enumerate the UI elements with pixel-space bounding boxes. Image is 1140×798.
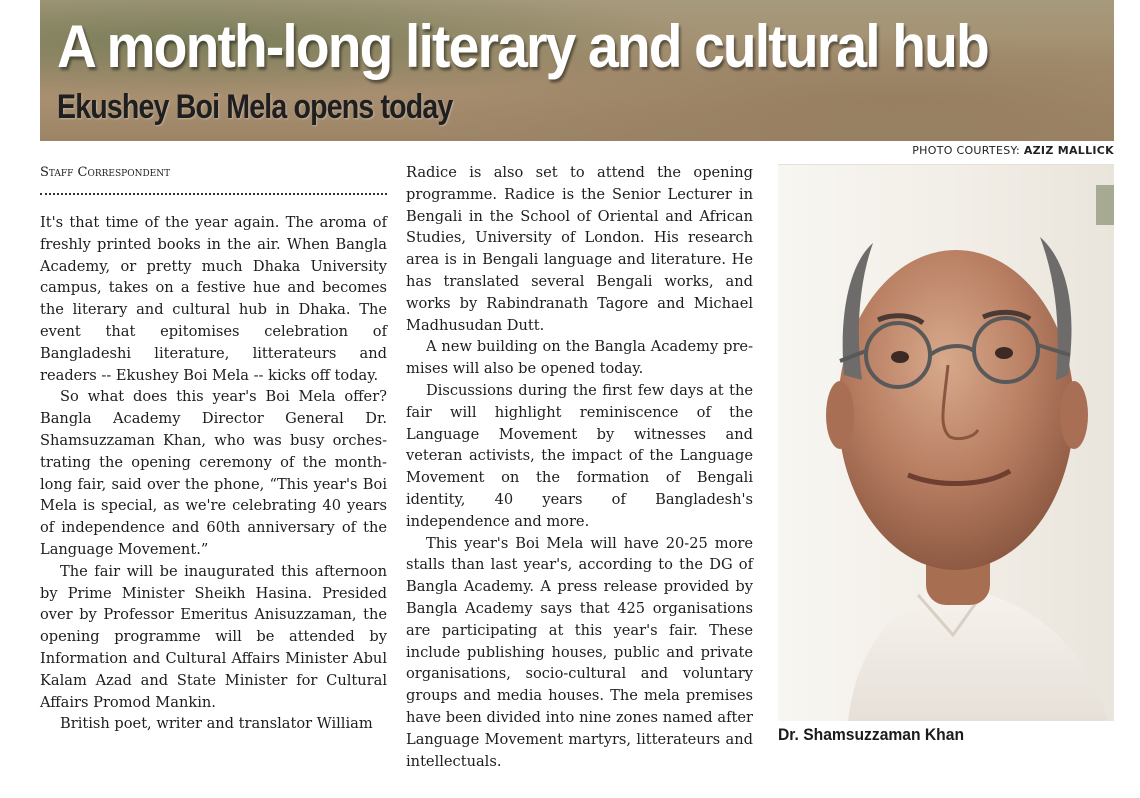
article-paragraph: Discussions during the first few days at the fair will highlight reminiscence of the Language Movement by witnesses and veteran activists, the impact of the Language Movement on the formation of Bengali identity, 40 years of Bangladesh's independence and more. [406,381,753,530]
photo-credit-label: PHOTO COURTESY: [912,144,1021,157]
article-column-1 [40,212,387,735]
article-paragraph: A new building on the Bangla Academy premises will also be opened today. [406,338,753,378]
portrait-photo [778,164,1114,721]
byline-divider [40,193,387,195]
article-paragraph: Radice is also set to attend the opening programme. Radice is the Senior Lecturer in Bengali in the School of Oriental and African Studies, University of London. His research area is in Bengali language and literature. He has translated several Bengali works, and works by Rabindranath Tagore and Michael Madhusudan Dutt. [406,164,753,334]
article-paragraph: The fair will be inaugurated this afternoon by Prime Minister Sheikh Hasina. Presided over by Professor Emeritus Anisuzzaman, the opening programme will be attended by Information and Cultural Affairs Minister Abul Kalam Azad and State Minister for Cultural Affairs Promod Mankin. [40,562,387,711]
photo-credit-name: AZIZ MALLICK [1023,144,1114,157]
byline: Staff Correspondent [40,165,171,180]
article-paragraph: British poet, writer and translator William [60,715,373,733]
subheadline: Ekushey Boi Mela opens today [57,88,453,126]
article-paragraph: So what does this year's Boi Mela offer? Bangla Academy Director General Dr. Shamsuzzaman Khan, who was busy orchestrating the opening ceremony of the month-long fair, said over the phone, “This year's Boi Mela is special, as we're celebrating 40 years of independence and 60th anniversary of the Language Movement.” [40,388,387,558]
headline-banner [40,0,1114,141]
article-paragraph: This year's Boi Mela will have 20-25 more stalls than last year's, according to the DG of Bangla Academy. A press release provided by Bangla Academy says that 425 organisations are participating at this year's fair. These include publishing houses, public and private organisations, socio-cultural and voluntary groups and media houses. The mela premises have been divided into nine zones named after Language Movement martyrs, litterateurs and intellectuals. [406,534,753,770]
photo-credit [912,144,1114,157]
portrait-illustration [778,165,1114,721]
article-paragraph: It's that time of the year again. The aroma of freshly printed books in the air. When Bangla Academy, or pretty much Dhaka University campus, takes on a festive hue and becomes the literary and cultural hub in Dhaka. The event that epitomises celebration of Bangladeshi literature, litterateurs and readers -- Ekushey Boi Mela -- kicks off today. [40,214,387,384]
photo-caption: Dr. Shamsuzzaman Khan [778,725,964,744]
article-column-2 [406,162,753,772]
headline: A month-long literary and cultural hub [57,13,988,80]
